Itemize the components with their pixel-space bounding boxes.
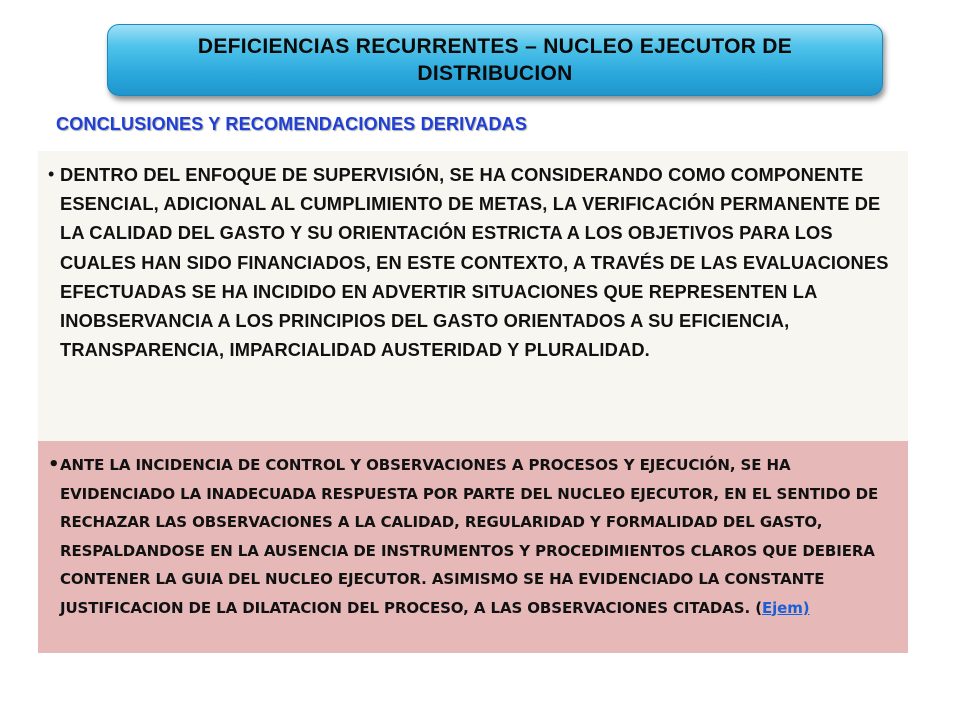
bullet-dot-icon: • [48, 454, 60, 475]
link-open-paren: ( [755, 598, 762, 617]
slide-subtitle: CONCLUSIONES Y RECOMENDACIONES DERIVADAS [56, 114, 528, 134]
supervision-block [38, 151, 908, 441]
bullet-item [48, 451, 904, 622]
bullet-paragraph [60, 451, 904, 622]
slide-title: DEFICIENCIAS RECURRENTES – NUCLEO EJECUTOR DE DISTRIBUCION [197, 35, 793, 85]
bullet-text: ANTE LA INCIDENCIA DE CONTROL Y OBSERVACIONES A PROCESOS Y EJECUCIÓN, SE HA EVIDENCIADO LA INADECUADA RESPUESTA POR PARTE DEL NUCLEO EJECUTOR, EN EL SENTIDO DE RECHAZAR LAS OBSERVACIONES A LA CALIDAD, REGULARIDAD Y FORMALIDAD DEL GASTO, RESPALDANDOSE EN LA AUSENCIA DE INSTRUMENTOS Y PROCEDIMIENTOS CLAROS QUE DEBIERA CONTENER LA GUIA DEL NUCLEO EJECUTOR. ASIMISMO SE HA EVIDENCIADO LA CONSTANTE JUSTIFICACION DE LA DILATACION DEL PROCESO, A LAS OBSERVACIONES CITADAS. [60, 456, 879, 617]
example-link[interactable]: Ejem) [761, 598, 810, 617]
title-banner [107, 24, 883, 96]
observations-block [38, 441, 908, 653]
bullet-dot-icon: • [48, 164, 55, 184]
bullet-item [48, 160, 904, 364]
bullet-text: DENTRO DEL ENFOQUE DE SUPERVISIÓN, SE HA CONSIDERANDO COMO COMPONENTE ESENCIAL, ADICIONAL AL CUMPLIMIENTO DE METAS, LA VERIFICACIÓN PERMANENTE DE LA CALIDAD DEL GASTO Y SU ORIENTACIÓN ESTRICTA A LOS OBJETIVOS PARA LOS CUALES HAN SIDO FINANCIADOS, EN ESTE CONTEXTO, A TRAVÉS DE LAS EVALUACIONES EFECTUADAS SE HA INCIDIDO EN ADVERTIR SITUACIONES QUE REPRESENTEN LA INOBSERVANCIA A LOS PRINCIPIOS DEL GASTO ORIENTADOS A SU EFICIENCIA, TRANSPARENCIA, IMPARCIALIDAD AUSTERIDAD Y PLURALIDAD. [60, 164, 889, 361]
